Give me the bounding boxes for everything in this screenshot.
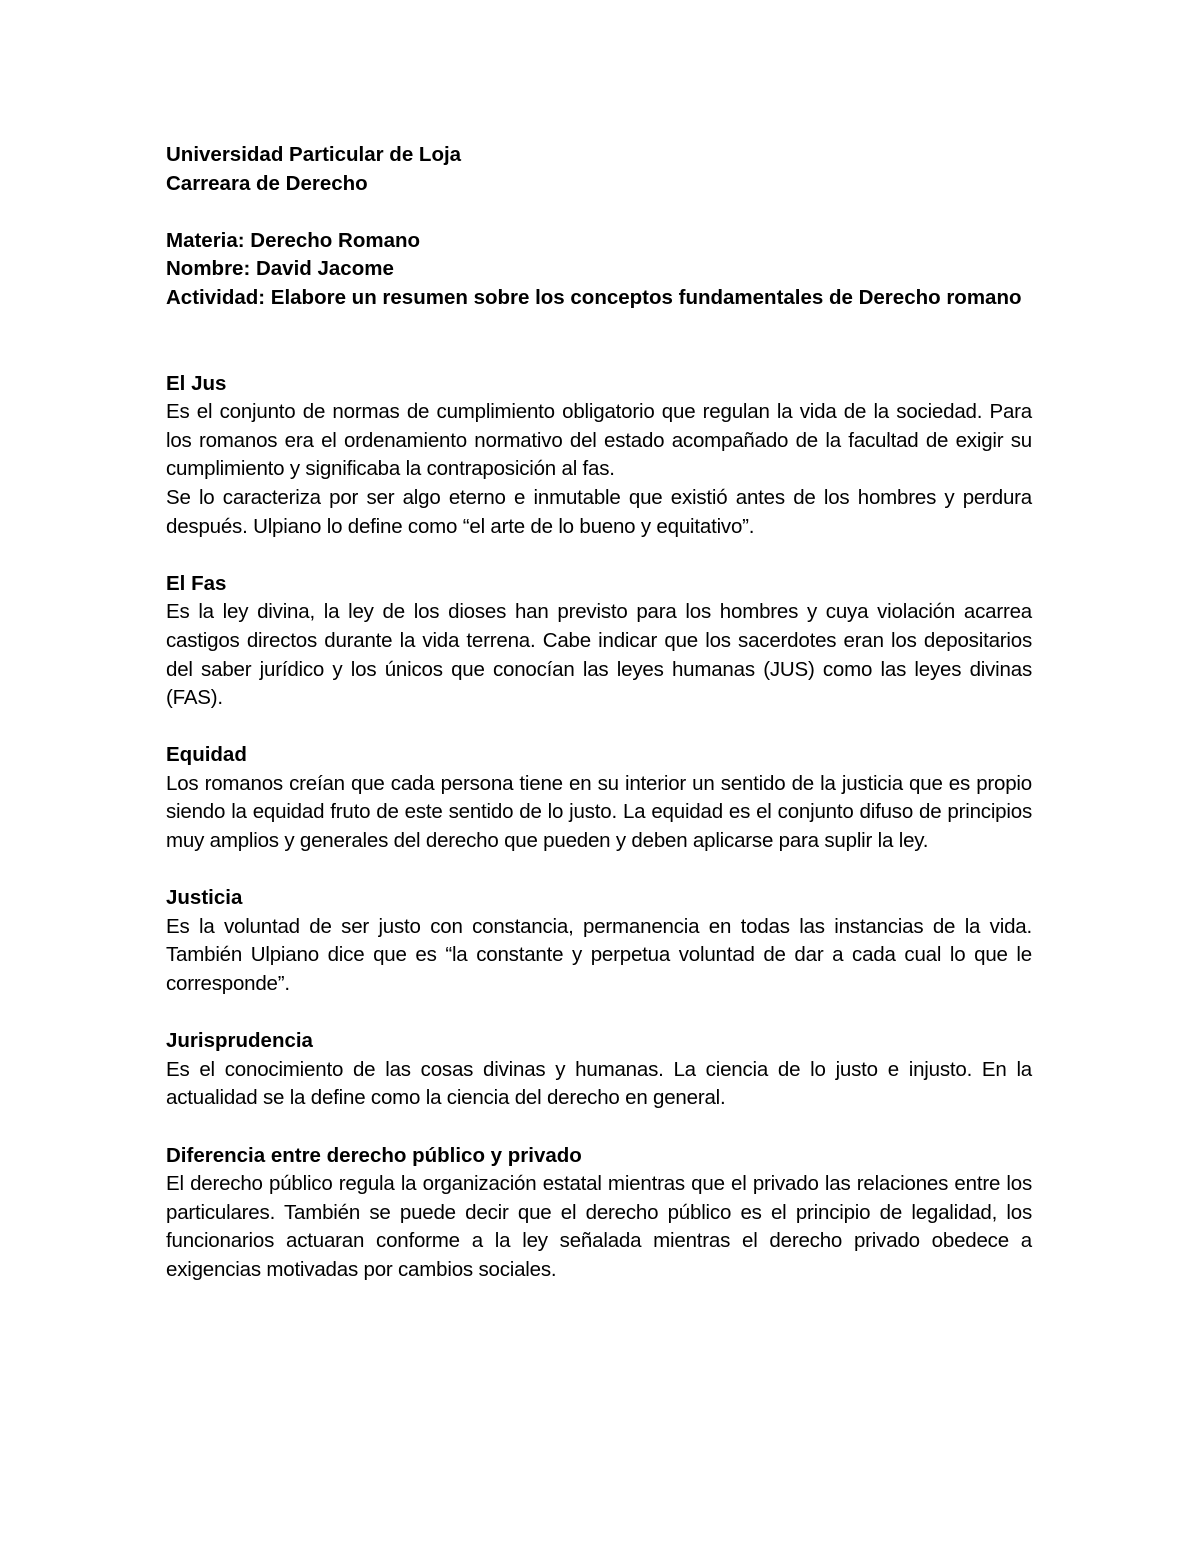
section-title: Diferencia entre derecho público y privado	[166, 1143, 582, 1167]
section-justicia	[166, 884, 1032, 998]
paragraph: Los romanos creían que cada persona tiene en su interior un sentido de la justicia que es propio siendo la equidad fruto de este sentido de lo justo. La equidad es el conjunto difuso de principios muy amplios y generales del derecho que pueden y deben aplicarse para suplir la ley.	[166, 771, 1032, 853]
section-body	[166, 1056, 1032, 1113]
section-title: Equidad	[166, 743, 247, 767]
subject-line: Materia: Derecho Romano	[166, 228, 421, 252]
section-title: El Jus	[166, 371, 227, 395]
document-page	[166, 141, 1032, 1313]
section-title: Jurisprudencia	[166, 1029, 313, 1053]
activity-line: Actividad: Elabore un resumen sobre los conceptos fundamentales de Derecho romano	[166, 285, 1022, 309]
section-body	[166, 598, 1032, 712]
section-el-jus	[166, 370, 1032, 542]
section-body	[166, 1170, 1032, 1284]
university-name: Universidad Particular de Loja	[166, 143, 462, 166]
section-diferencia-derecho	[166, 1142, 1032, 1285]
paragraph: El derecho público regula la organización estatal mientras que el privado las relaciones entre los particulares. También se puede decir que el derecho público es el principio de legalidad, los funcionarios actuaran conforme a la ley señalada mientras el derecho privado obedece a exigencias motivadas por cambios sociales.	[166, 1172, 1032, 1281]
document-header	[166, 141, 1032, 198]
section-el-fas	[166, 570, 1032, 713]
paragraph: Es el conjunto de normas de cumplimiento obligatorio que regulan la vida de la sociedad. Para los romanos era el ordenamiento normativo del estado acompañado de la facultad de exigir su cumplimiento y significaba la contraposición al fas.	[166, 400, 1032, 481]
paragraph: Es el conocimiento de las cosas divinas y humanas. La ciencia de lo justo e injusto. En la actualidad se la define como la ciencia del derecho en general.	[166, 1057, 1032, 1110]
section-title: El Fas	[166, 571, 227, 595]
paragraph: Es la ley divina, la ley de los dioses han previsto para los hombres y cuya violación acarrea castigos directos durante la vida terrena. Cabe indicar que los sacerdotes eran los depositarios del saber jurídico y los únicos que conocían las leyes humanas (JUS) como las leyes divinas (FAS).	[166, 600, 1032, 710]
section-body	[166, 398, 1032, 541]
career-name: Carreara de Derecho	[166, 171, 368, 195]
section-body	[166, 770, 1032, 856]
section-jurisprudencia	[166, 1027, 1032, 1113]
section-equidad	[166, 741, 1032, 855]
section-body	[166, 913, 1032, 999]
section-title: Justicia	[166, 886, 243, 910]
student-name-line: Nombre: David Jacome	[166, 257, 394, 281]
paragraph: Es la voluntad de ser justo con constancia, permanencia en todas las instancias de la vida. También Ulpiano dice que es “la constante y perpetua voluntad de dar a cada cual lo que le corresponde”.	[166, 914, 1032, 996]
paragraph: Se lo caracteriza por ser algo eterno e inmutable que existió antes de los hombres y perdura después. Ulpiano lo define como “el arte de lo bueno y equitativo”.	[166, 485, 1032, 538]
